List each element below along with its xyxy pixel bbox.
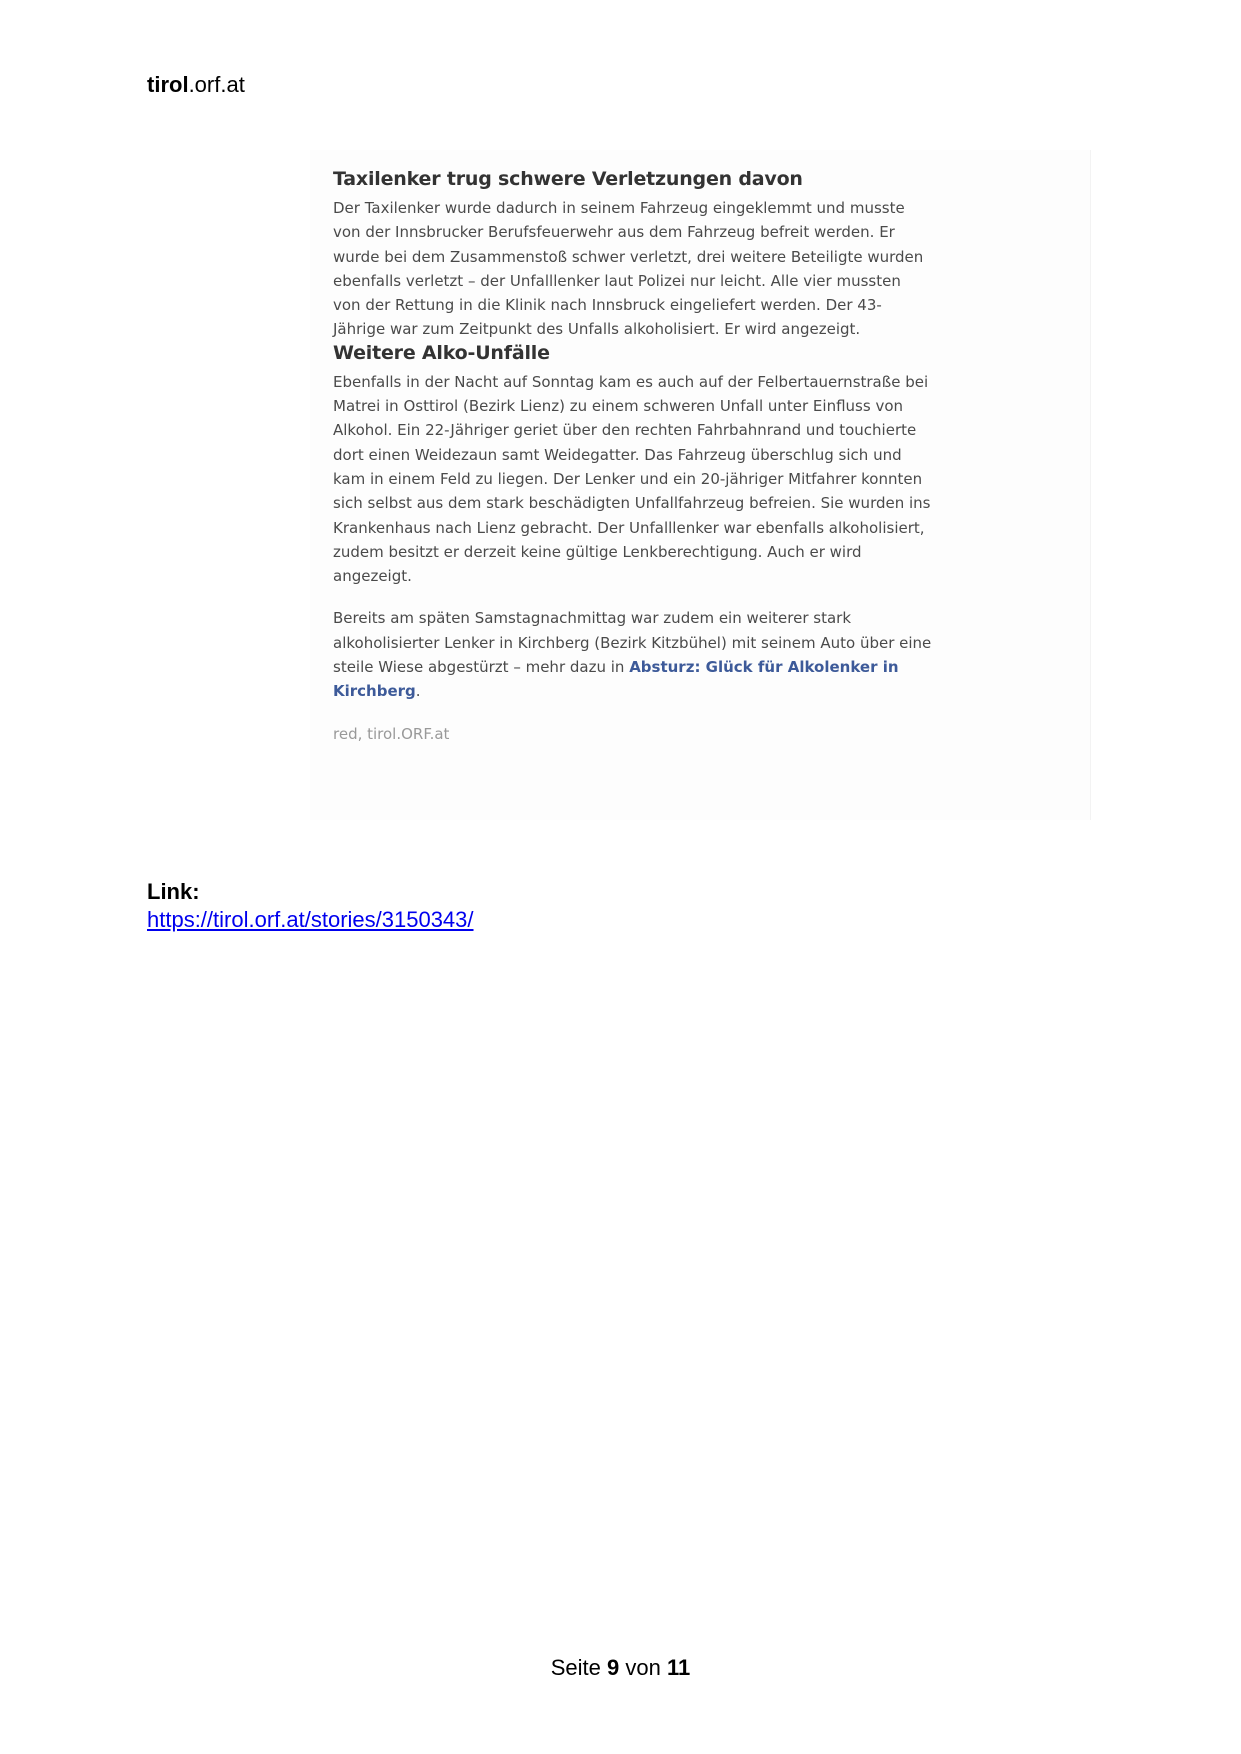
source-url-link[interactable]: https://tirol.orf.at/stories/3150343/ — [147, 907, 474, 932]
kirchberg-article-link[interactable]: Absturz: Glück für Alkolenker in Kirchberg — [333, 658, 899, 701]
article-screenshot — [310, 150, 1091, 820]
link-label: Link: — [147, 879, 200, 904]
source-link-block — [147, 878, 474, 934]
site-name-domain: .orf.at — [188, 72, 245, 97]
section-text-alko: Ebenfalls in der Nacht auf Sonntag kam es auch auf der Felbertauernstraße bei Matrei in Osttirol (Bezirk Lienz) zu einem schweren Unfall unter Einfluss von Alkohol. Ein 22-Jähriger geriet über den rechten Fahrbahnrand und touchierte dort einen Weidezaun samt Weidegatter. Das Fahrzeug überschlug sich und kam in einem Feld zu liegen. Der Lenker und ein 20-jähriger Mitfahrer konnten sich selbst aus dem stark beschädigten Unfallfahrzeug befreien. Sie wurden ins Krankenhaus nach Lienz gebracht. Der Unfalllenker war ebenfalls alkoholisiert, zudem besitzt er derzeit keine gültige Lenkberechtigung. Auch er wird angezeigt. — [333, 372, 931, 586]
section-text-kirchberg — [333, 606, 933, 703]
section-heading-alko: Weitere Alko-Unfälle — [333, 341, 550, 364]
kirchberg-text-after: . — [415, 682, 421, 701]
section-text-taxi: Der Taxilenker wurde dadurch in seinem Fahrzeug eingeklemmt und musste von der Innsbrucker Berufsfeuerwehr aus dem Fahrzeug befreit werden. Er wurde bei dem Zusammenstoß schwer verletzt, drei weitere Beteiligte wurden ebenfalls verletzt – der Unfalllenker laut Polizei nur leicht. Alle vier mussten von der Rettung in die Klinik nach Innsbruck eingeliefert werden. Der 43-Jährige war zum Zeitpunkt des Unfalls alkoholisiert. Er wird angezeigt. — [333, 199, 924, 339]
footer-middle: von — [619, 1655, 667, 1680]
site-header — [147, 72, 245, 98]
site-name-bold: tirol — [147, 72, 189, 97]
section-heading-taxi: Taxilenker trug schwere Verletzungen davon — [333, 168, 803, 190]
article-body — [333, 168, 933, 746]
kirchberg-text-before: Bereits am späten Samstagnachmittag war zudem ein weiterer stark alkoholisierter Lenker in Kirchberg (Bezirk Kitzbühel) mit seinem Auto über eine steile Wiese abgestürzt – mehr dazu in — [333, 609, 932, 677]
footer-prefix: Seite — [550, 1655, 608, 1680]
article-credit: red, tirol.ORF.at — [333, 724, 450, 743]
page-footer — [0, 1655, 1241, 1681]
current-page-number: 9 — [607, 1655, 620, 1680]
total-page-count: 11 — [666, 1655, 691, 1680]
